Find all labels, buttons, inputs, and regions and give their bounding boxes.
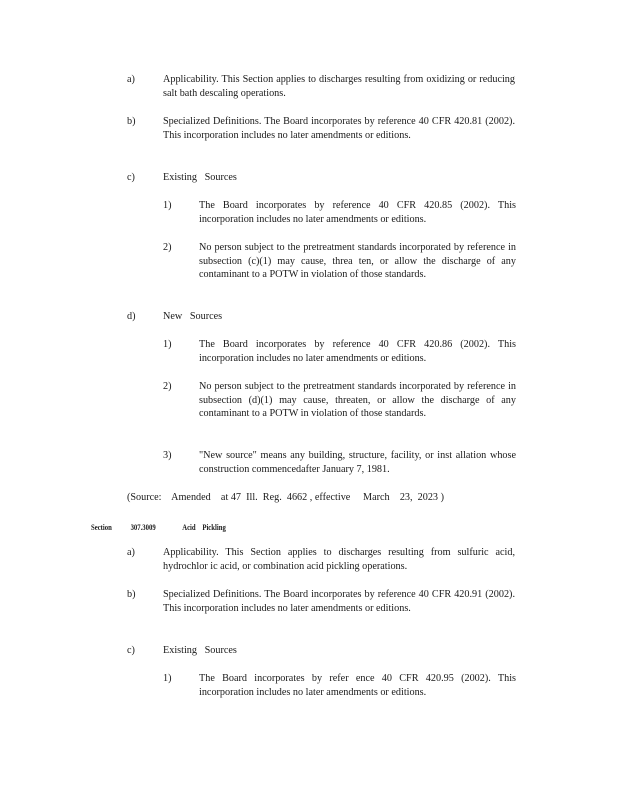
item-c2-text: No person subject to the pretreatment standards incorporated by reference in subsection (c)(1) may cause, threa ten, or allow the discharge of any contaminant to a POTW in violation of those standards.: [199, 242, 516, 281]
subsection-c-heading-3009: Existing Sources: [163, 645, 237, 656]
source-note: (Source: Amended at 47 Ill. Reg. 4662 , effective March 23, 2023 ): [127, 492, 444, 503]
item-c1-text-3009: The Board incorporates by refer ence 40 CFR 420.95 (2002). This incorporation includes no later amendments or editions.: [199, 673, 516, 698]
item-d1-text: The Board incorporates by reference 40 CFR 420.86 (2002). This incorporation includes no later amendments or editions.: [199, 339, 516, 364]
section-word: Section: [91, 522, 112, 532]
subsection-c-label-3009: c): [127, 645, 135, 656]
subsection-b-text-3009: Specialized Definitions. The Board incorporates by reference 40 CFR 420.91 (2002). This incorporation includes no later amendments or editions.: [163, 589, 515, 614]
item-d2-label: 2): [163, 381, 172, 392]
item-d3-label: 3): [163, 450, 172, 461]
subsection-c-heading: Existing Sources: [163, 172, 237, 183]
item-d1-label: 1): [163, 339, 172, 350]
item-c1-label: 1): [163, 200, 172, 211]
subsection-b-label-3009: b): [127, 589, 136, 600]
subsection-a-text-3009: Applicability. This Section applies to discharges resulting from sulfuric acid, hydrochlor ic acid, or combination acid pickling operations.: [163, 547, 515, 572]
item-c1-text: The Board incorporates by reference 40 CFR 420.85 (2002). This incorporation includes no later amendments or editions.: [199, 200, 516, 225]
subsection-a-label-3009: a): [127, 547, 135, 558]
item-c2-label: 2): [163, 242, 172, 253]
subsection-d-heading: New Sources: [163, 311, 223, 322]
subsection-b-label: b): [127, 116, 136, 127]
item-c1-label-3009: 1): [163, 673, 172, 684]
subsection-d-label: d): [127, 311, 136, 322]
section-number: 307.3009: [130, 522, 156, 532]
item-d2-text: No person subject to the pretreatment standards incorporated by reference in subsection (d)(1) may cause, threaten, or allow the discharge of any contaminant to a POTW in violation of those standards.: [199, 381, 516, 420]
subsection-b-text: Specialized Definitions. The Board incorporates by reference 40 CFR 420.81 (2002). This incorporation includes no later amendments or editions.: [163, 116, 515, 141]
item-d3-text: "New source" means any building, structure, facility, or inst allation whose construction commencedafter January 7, 1981.: [199, 450, 516, 475]
section-heading: [91, 521, 226, 535]
subsection-c-label: c): [127, 172, 135, 183]
subsection-a-label: a): [127, 74, 135, 85]
subsection-a-text: Applicability. This Section applies to discharges resulting from oxidizing or reducing salt bath descaling operations.: [163, 74, 515, 99]
section-title: Acid Pickling: [182, 522, 226, 532]
